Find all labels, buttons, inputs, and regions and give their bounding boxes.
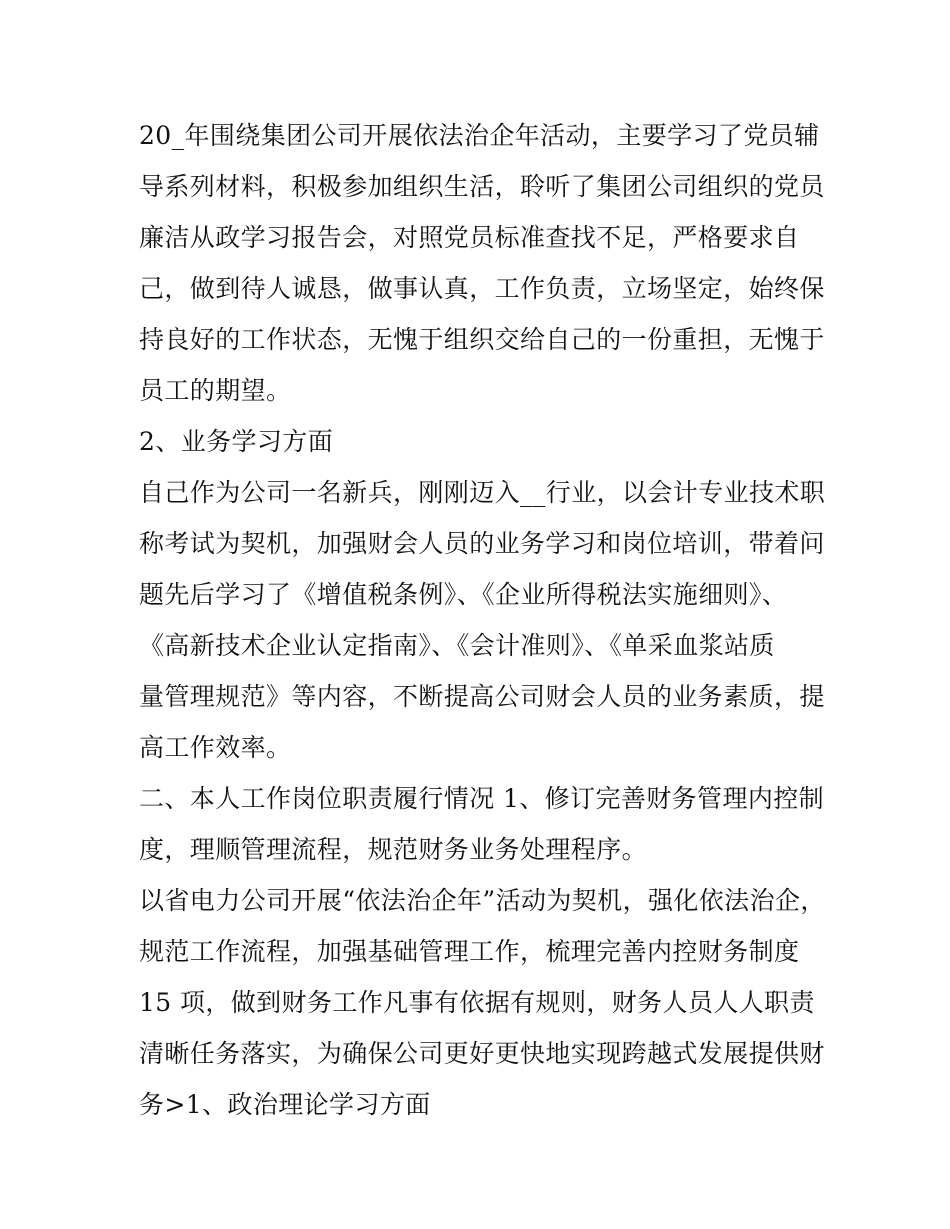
text-line: 题先后学习了《增值税条例》、《企业所得税法实施细则》、: [139, 580, 788, 609]
text-line: 自己作为公司一名新兵，刚刚迈入__行业，以会计专业技术职: [139, 478, 826, 507]
text-line: 廉洁从政学习报告会，对照党员标准查找不足，严格要求自: [139, 223, 800, 252]
text-line: 以省电力公司开展“依法治企年”活动为契机，强化依法治企，: [139, 886, 826, 915]
document-body: [139, 110, 826, 1130]
text-line: 二、本人工作岗位职责履行情况 1、修订完善财务管理内控制: [139, 784, 825, 813]
text-line: 《高新技术企业认定指南》、《会计准则》、《单采血浆站质: [139, 631, 775, 660]
text-line: 持良好的工作状态，无愧于组织交给自己的一份重担，无愧于: [139, 325, 825, 354]
section-heading: 2、业务学习方面: [139, 427, 334, 456]
text-line: 清晰任务落实，为确保公司更好更快地实现跨越式发展提供财: [139, 1039, 825, 1068]
text-line: 务>1、政治理论学习方面: [139, 1090, 431, 1119]
text-line: 度，理顺管理流程，规范财务业务处理程序。: [139, 835, 648, 864]
text-line: 规范工作流程，加强基础管理工作，梳理完善内控财务制度: [139, 937, 800, 966]
text-line: 员工的期望。: [139, 376, 292, 405]
text-line: 称考试为契机，加强财会人员的业务学习和岗位培训，带着问: [139, 529, 825, 558]
text-line: 己，做到待人诚恳，做事认真，工作负责，立场坚定，始终保: [139, 274, 825, 303]
text-line: 15 项，做到财务工作凡事有依据有规则，财务人员人人职责: [139, 988, 815, 1017]
text-line: 导系列材料，积极参加组织生活，聆听了集团公司组织的党员: [139, 172, 825, 201]
text-line: 高工作效率。: [139, 733, 292, 762]
text-line: 量管理规范》等内容，不断提高公司财会人员的业务素质，提: [139, 682, 825, 711]
text-line: 20_年围绕集团公司开展依法治企年活动，主要学习了党员辅: [139, 121, 820, 150]
